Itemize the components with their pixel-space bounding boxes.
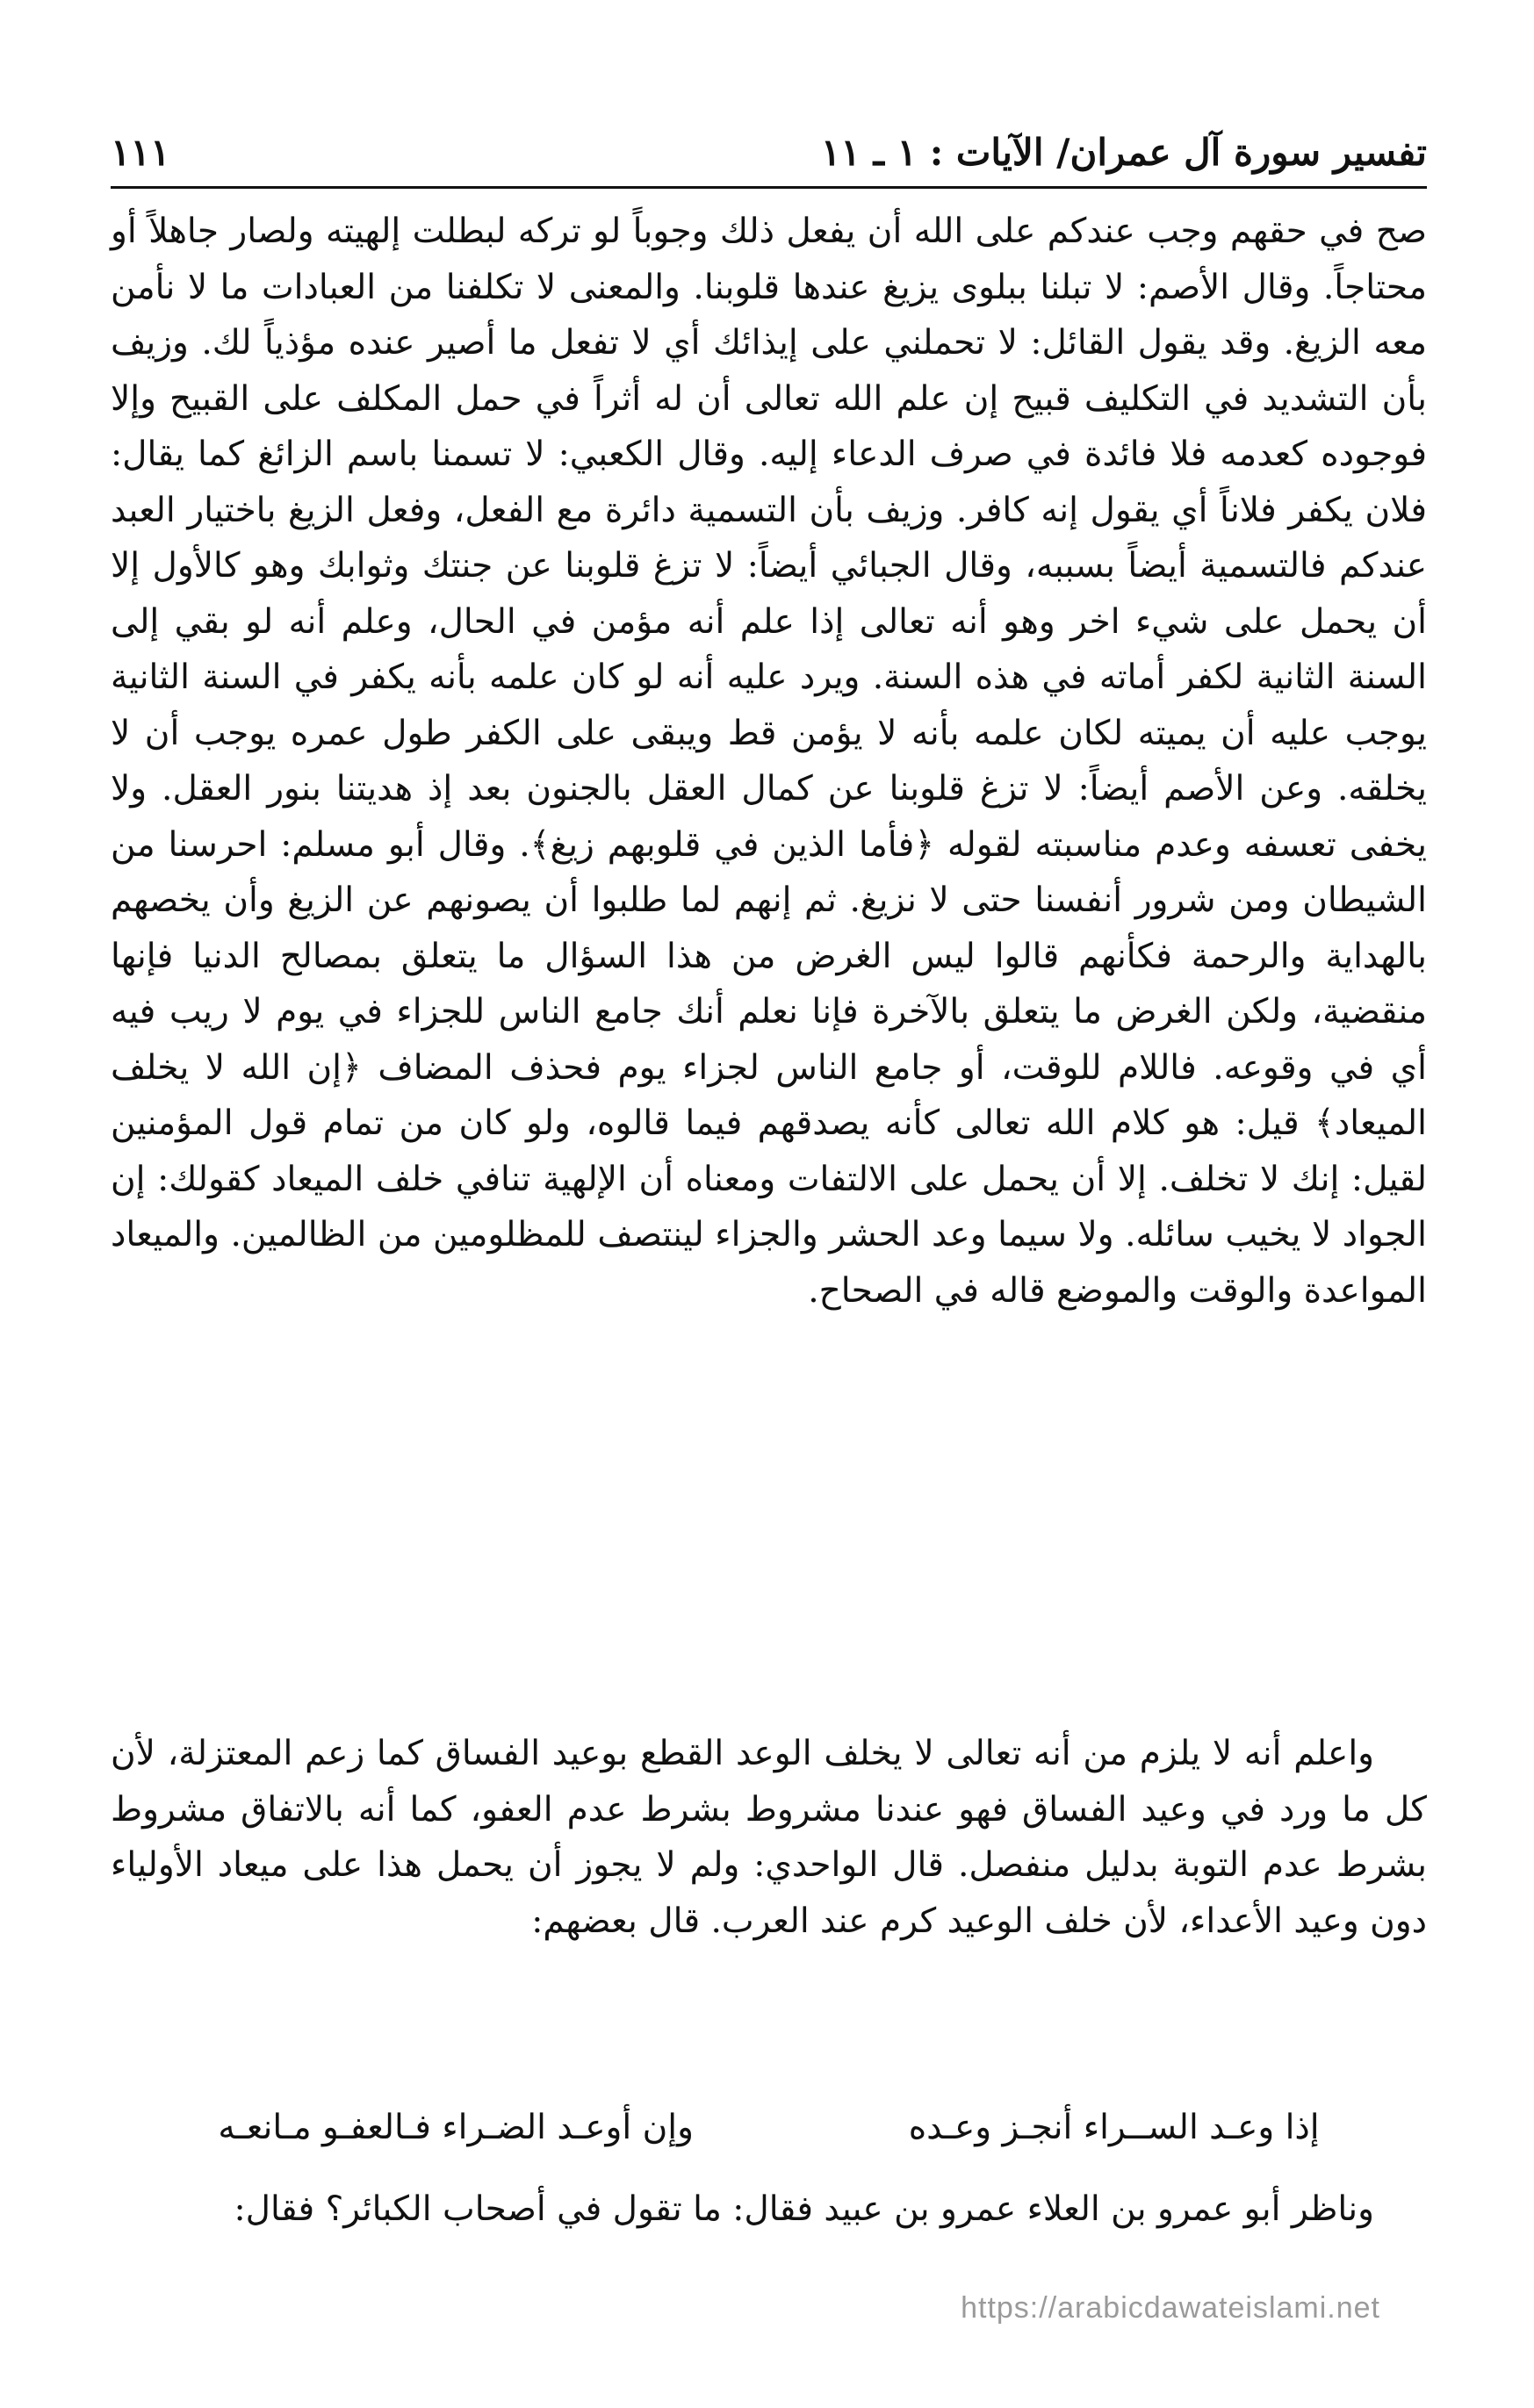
main-paragraph — [111, 204, 1427, 1319]
header-rule — [111, 186, 1427, 189]
page-number: ١١١ — [111, 130, 170, 174]
verse-first-hemistich: إذا وعـد الســراء أنجـز وعـده — [908, 2108, 1320, 2147]
final-paragraph: وناظر أبو عمرو بن العلاء عمرو بن عبيد فقال: ما تقول في أصحاب الكبائر؟ فقال: — [234, 2189, 1374, 2229]
page-header — [111, 121, 1427, 183]
watermark-url: https://arabicdawateislami.net — [961, 2291, 1380, 2325]
verse-second-hemistich: وإن أوعـد الضـراء فـالعفـو مـانعـه — [218, 2108, 694, 2147]
paragraph-1: صح في حقهم وجب عندكم على الله أن يفعل ذلك وجوباً لو تركه لبطلت إلهيته ولصار جاهلاً أو محتاجاً. وقال الأصم: لا تبلنا ببلوى يزيغ عندها قلوبنا. والمعنى لا تكلفنا من العبادات ما لا نأمن معه الزيغ. وقد يقول القائل: لا تحملني على إيذائك أي لا تفعل ما أصير عنده مؤذياً لك. وزيف بأن التشديد في التكليف قبيح إن علم الله تعالى أن له أثراً في حمل المكلف على القبيح وإلا فوجوده كعدمه فلا فائدة في صرف الدعاء إليه. وقال الكعبي: لا تسمنا باسم الزائغ كما يقال: فلان يكفر فلاناً أي يقول إنه كافر. وزيف بأن التسمية دائرة مع الفعل، وفعل الزيغ باختيار العبد عندكم فالتسمية أيضاً بسببه، وقال الجبائي أيضاً: لا تزغ قلوبنا عن جنتك وثوابك وهو كالأول إلا أن يحمل على شيء اخر وهو أنه تعالى إذا علم أنه مؤمن في الحال، وعلم أنه لو بقي إلى السنة الثانية لكفر أماته في هذه السنة. ويرد عليه أنه لو كان علمه بأنه يكفر في السنة الثانية يوجب عليه أن يميته لكان علمه بأنه لا يؤمن قط ويبقى على الكفر طول عمره يوجب أن لا يخلقه. وعن الأصم أيضاً: لا تزغ قلوبنا عن كمال العقل بالجنون بعد إذ هديتنا بنور العقل. ولا يخفى تعسفه وعدم مناسبته لقوله ﴿فأما الذين في قلوبهم زيغ﴾. وقال أبو مسلم: احرسنا من الشيطان ومن شرور أنفسنا حتى لا نزيغ. ثم إنهم لما طلبوا أن يصونهم عن الزيغ وأن يخصهم بالهداية والرحمة فكأنهم قالوا ليس الغرض من هذا السؤال ما يتعلق بمصالح الدنيا فإنها منقضية، ولكن الغرض ما يتعلق بالآخرة فإنا نعلم أنك جامع الناس للجزاء في يوم لا ريب فيه أي في وقوعه. فاللام للوقت، أو جامع الناس لجزاء يوم فحذف المضاف ﴿إن الله لا يخلف الميعاد﴾ قيل: هو كلام الله تعالى كأنه يصدقهم فيما قالوه، ولو كان من تمام قول المؤمنين لقيل: إنك لا تخلف. إلا أن يحمل على الالتفات ومعناه أن الإلهية تنافي خلف الميعاد كقولك: إن الجواد لا يخيب سائله. ولا سيما وعد الحشر والجزاء لينتصف للمظلومين من الظالمين. والميعاد المواعدة والوقت والموضع قاله في الصحاح. — [111, 212, 1427, 1311]
poetry-verse — [111, 2100, 1427, 2155]
second-paragraph — [111, 1726, 1427, 1949]
paragraph-2: واعلم أنه لا يلزم من أنه تعالى لا يخلف الوعد القطع بوعيد الفساق كما زعم المعتزلة، لأن كل ما ورد في وعيد الفساق فهو عندنا مشروط بشرط عدم العفو، كما أنه بالاتفاق مشروط بشرط عدم التوبة بدليل منفصل. قال الواحدي: ولم لا يجوز أن يحمل هذا على ميعاد الأولياء دون وعيد الأعداء، لأن خلف الوعيد كرم عند العرب. قال بعضهم: — [111, 1734, 1427, 1941]
running-title: تفسير سورة آل عمران/ الآيات : ١ ـ ١١ — [820, 130, 1427, 174]
